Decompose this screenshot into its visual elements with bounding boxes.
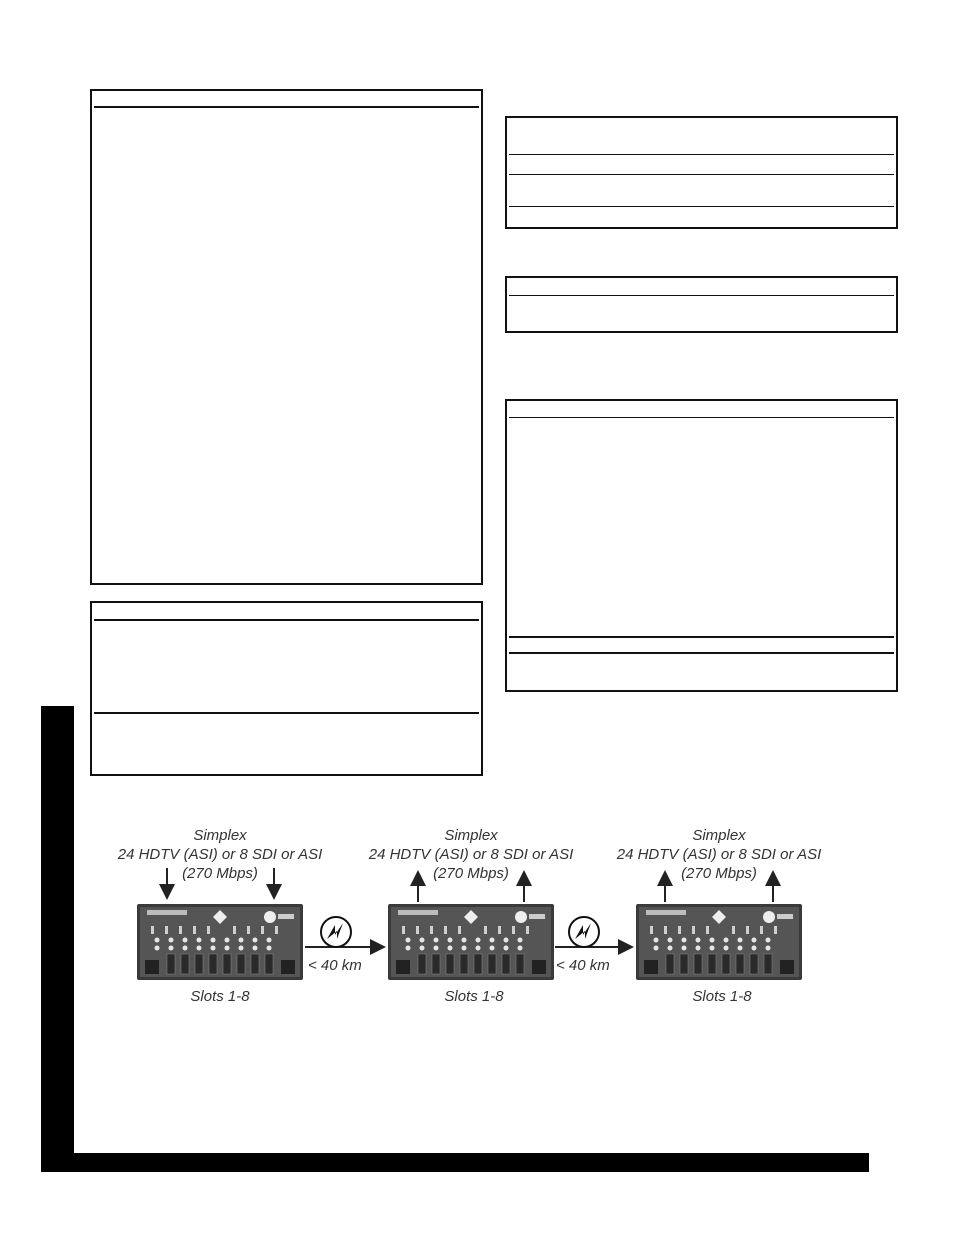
slots-label-3: Slots 1-8 [692,988,752,1005]
distance-label-1: < 40 km [308,957,362,974]
node-caption-3: Simplex 24 HDTV (ASI) or 8 SDI or ASI (270 Mbps) [616,827,822,882]
distance-label-2: < 40 km [556,957,610,974]
slots-label-2: Slots 1-8 [444,988,504,1005]
node-caption-1: Simplex 24 HDTV (ASI) or 8 SDI or ASI (270 Mbps) [117,827,323,882]
slots-label-1: Slots 1-8 [190,988,250,1005]
fiber-link-icon [569,917,599,947]
node-caption-2: Simplex 24 HDTV (ASI) or 8 SDI or ASI (270 Mbps) [368,827,574,882]
chassis-2 [388,904,554,980]
fiber-link-icon [321,917,351,947]
chassis-1 [137,904,303,980]
chassis-3 [636,904,802,980]
